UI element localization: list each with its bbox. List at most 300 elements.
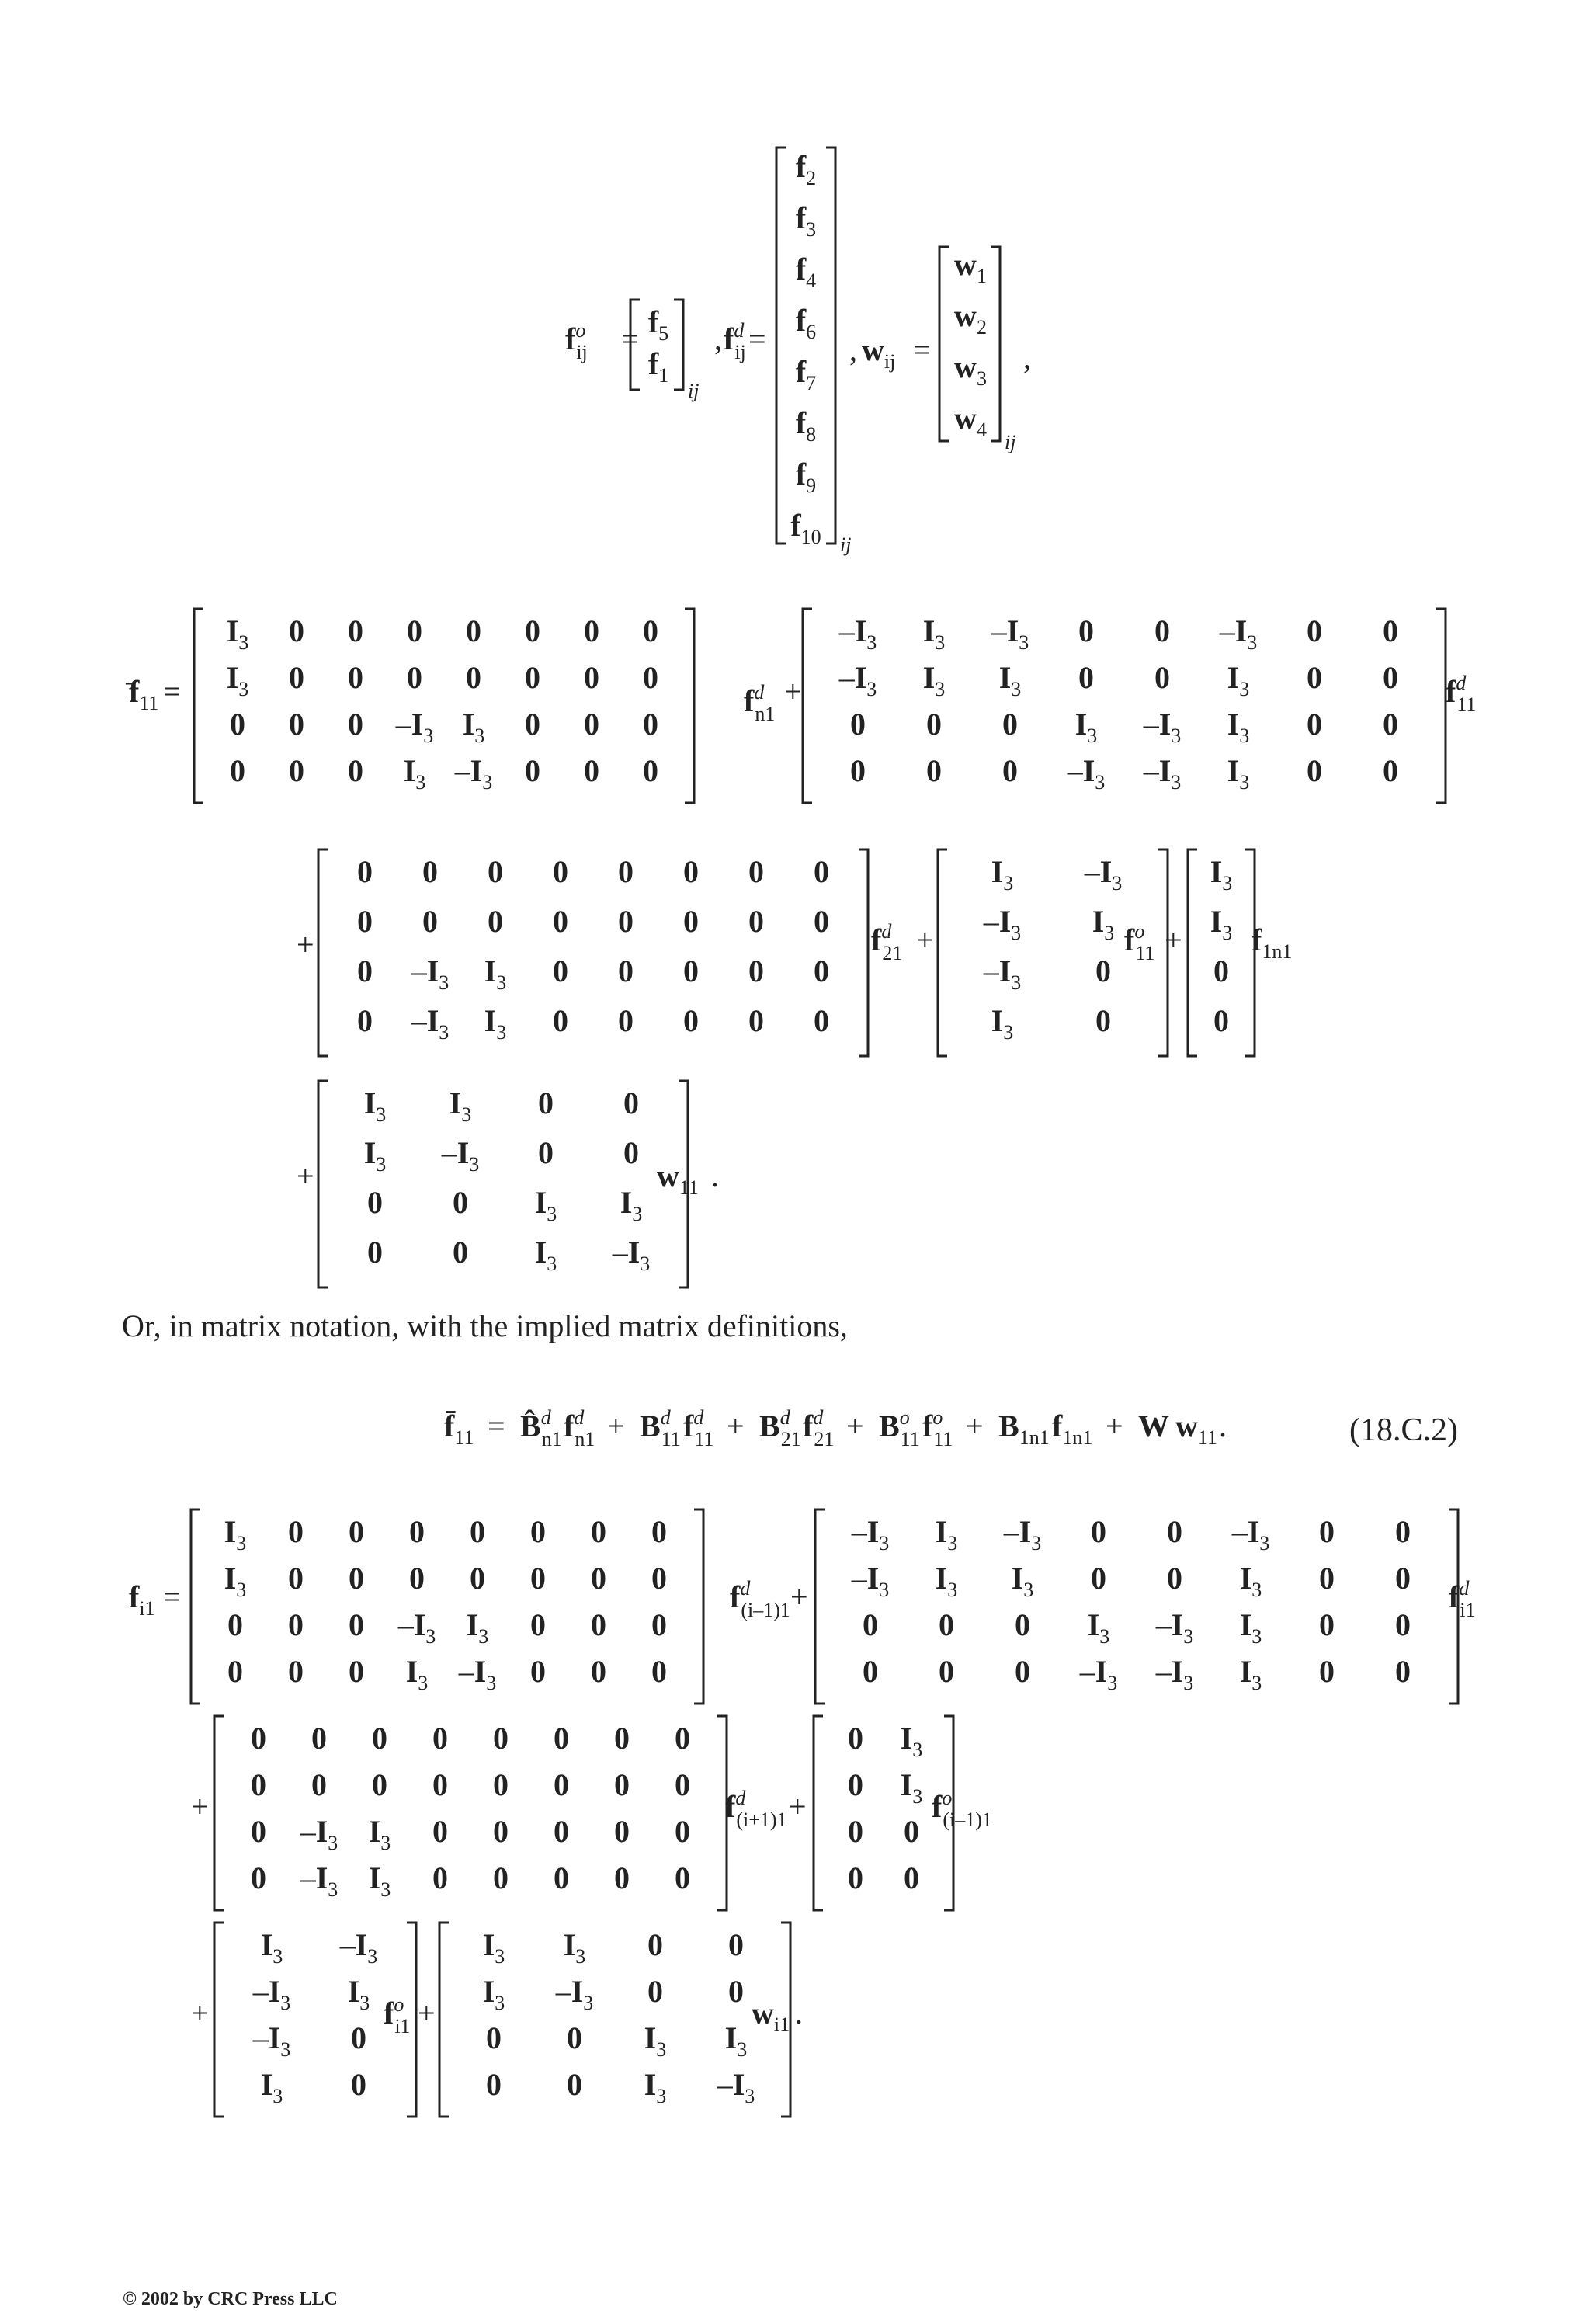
matrix-zero: 0 (530, 1514, 546, 1549)
matrix-zero: 0 (432, 1721, 448, 1756)
matrix-zero: 0 (538, 1086, 554, 1120)
matrix-zero: 0 (939, 1607, 954, 1642)
matrix-entry: $-I_3$ (1155, 1607, 1194, 1648)
subscript-ij: ij (688, 380, 700, 402)
matrix-zero: 0 (554, 1767, 569, 1802)
matrix-entry: $-I_3$ (398, 1607, 436, 1648)
f-o-11-symbol: $f^o$ 11 (1124, 920, 1155, 964)
f-1n1-symbol: $f_{1n1}$ (1252, 922, 1293, 963)
matrix-entry: $-I_3$ (1155, 1654, 1194, 1694)
matrix-bracket (815, 1509, 825, 1704)
compact-term: $B_{1n1}$ (998, 1409, 1050, 1449)
matrix-zero: 0 (488, 854, 503, 889)
copyright-footer: © 2002 by CRC Press LLC (123, 2289, 338, 2309)
matrix-zero: 0 (618, 954, 634, 988)
matrix-zero: 0 (1395, 1654, 1411, 1689)
matrix-zero: 0 (614, 1721, 630, 1756)
matrix-zero: 0 (351, 2067, 366, 2102)
matrix-entry: $I_3$ (260, 1927, 283, 1968)
matrix-bracket (776, 148, 786, 544)
matrix-zero: 0 (1383, 613, 1398, 648)
matrix-zero: 0 (251, 1767, 266, 1802)
matrix-zero: 0 (553, 904, 568, 939)
matrix-zero: 0 (618, 904, 634, 939)
matrix-zero: 0 (311, 1767, 327, 1802)
plus-sign: + (191, 1996, 209, 2030)
matrix-entry: $I_3$ (1239, 1561, 1262, 1601)
matrix-zero: 0 (466, 613, 481, 648)
matrix-entry: $-I_3$ (1219, 613, 1258, 654)
matrix-zero: 0 (1307, 753, 1322, 788)
matrix-zero: 0 (1078, 660, 1094, 695)
plus-sign: + (1165, 922, 1182, 957)
matrix-zero: 0 (1213, 954, 1229, 988)
matrix-entry: $f_2$ (795, 149, 817, 189)
compact-term: $B^d$ 11 (640, 1406, 681, 1450)
matrix-zero: 0 (618, 854, 634, 889)
matrix-entry: $I_3$ (991, 854, 1014, 895)
matrix-zero: 0 (230, 753, 245, 788)
matrix-entry: $-I_3$ (838, 660, 877, 700)
f-d-ij-symbol: $f^d$ ij (724, 319, 746, 363)
matrix-zero: 0 (647, 1927, 663, 1962)
comma: , (714, 321, 722, 356)
matrix-entry: $-I_3$ (851, 1561, 890, 1601)
matrix-entry: $I_3$ (922, 660, 946, 700)
matrix-zero: 0 (683, 954, 699, 988)
matrix-zero: 0 (1154, 613, 1170, 648)
matrix-bracket (826, 148, 835, 544)
matrix-entry: $I_3$ (368, 1860, 391, 1901)
matrix-zero: 0 (848, 1767, 863, 1802)
matrix-bracket (439, 1923, 449, 2117)
matrix-zero: 0 (591, 1561, 606, 1596)
matrix-entry: $-I_3$ (300, 1860, 338, 1901)
matrix-zero: 0 (349, 1514, 364, 1549)
equals-sign: = (163, 674, 181, 709)
matrix-entry: $I_3$ (644, 2067, 667, 2107)
matrix-zero: 0 (863, 1654, 878, 1689)
matrix-zero: 0 (748, 1003, 764, 1038)
matrix-zero: 0 (848, 1814, 863, 1849)
matrix-zero: 0 (422, 854, 438, 889)
matrix-entry: $f_8$ (795, 405, 817, 446)
plus-sign: + (191, 1789, 209, 1824)
matrix-entry: $f_3$ (795, 200, 817, 241)
matrix-entry: $I_3$ (226, 660, 249, 700)
matrix-entry: $I_3$ (935, 1561, 958, 1601)
matrix-zero: 0 (1015, 1654, 1030, 1689)
matrix-bracket (814, 1716, 823, 1910)
matrix-zero: 0 (493, 1721, 509, 1756)
equals-sign: = (163, 1579, 181, 1614)
matrix-zero: 0 (748, 954, 764, 988)
matrix-bracket (674, 300, 683, 390)
matrix-zero: 0 (623, 1135, 639, 1170)
matrix-zero: 0 (814, 954, 829, 988)
matrix-entry: $I_3$ (1074, 707, 1098, 747)
compact-term: $f^o$ 11 (922, 1406, 953, 1450)
plus-sign: + (297, 927, 314, 962)
operator: . (1219, 1409, 1227, 1443)
f-d-ip1-symbol: $f^d$ (i+1)1 (725, 1787, 787, 1831)
compact-term: W (1138, 1409, 1169, 1443)
matrix-entry: $-I_3$ (252, 2020, 291, 2061)
matrix-entry: $-I_3$ (411, 954, 450, 994)
matrix-entry: $I_3$ (363, 1135, 387, 1176)
w-11-symbol: $w_{11}$ (657, 1159, 699, 1199)
period: . (795, 1996, 803, 2030)
matrix-zero: 0 (1078, 613, 1094, 648)
f-o-i1-symbol: $f^o$ i1 (384, 1993, 411, 2037)
matrix-zero: 0 (1167, 1561, 1182, 1596)
matrix-bracket (694, 1509, 703, 1704)
w-i1-symbol: $w_{i1}$ (752, 1996, 790, 2036)
matrix-entry: $-I_3$ (411, 1003, 450, 1044)
matrix-zero: 0 (1167, 1514, 1182, 1549)
matrix-zero: 0 (584, 660, 599, 695)
matrix-zero: 0 (651, 1607, 667, 1642)
matrix-zero: 0 (904, 1814, 919, 1849)
matrix-entry: $I_3$ (405, 1654, 429, 1694)
matrix-entry: $-I_3$ (1143, 707, 1182, 747)
matrix-zero: 0 (643, 707, 658, 742)
plus-sign: + (297, 1159, 314, 1193)
operator: + (727, 1409, 745, 1443)
matrix-zero: 0 (1395, 1514, 1411, 1549)
matrix-zero: 0 (1395, 1607, 1411, 1642)
compact-term: $f^d$ 21 (803, 1406, 835, 1450)
matrix-entry: $f_4$ (795, 252, 817, 292)
matrix-zero: 0 (1383, 660, 1398, 695)
matrix-zero: 0 (530, 1654, 546, 1689)
comma: , (849, 332, 857, 367)
operator: + (607, 1409, 625, 1443)
matrix-entry: $f_7$ (795, 354, 817, 394)
matrix-entry: $I_3$ (484, 954, 507, 994)
matrix-zero: 0 (1319, 1561, 1335, 1596)
matrix-zero: 0 (311, 1721, 327, 1756)
matrix-entry: $I_3$ (724, 2020, 748, 2061)
f-d-21-symbol: $f^d$ 21 (871, 920, 903, 964)
matrix-bracket (939, 247, 949, 441)
equals-sign: = (913, 332, 931, 367)
f-bar-i1-symbol: $f_{i1}$ (129, 1579, 155, 1620)
matrix-zero: 0 (728, 1974, 744, 2009)
matrix-zero: 0 (643, 613, 658, 648)
matrix-entry: $I_3$ (991, 1003, 1014, 1044)
matrix-entry: $I_3$ (922, 613, 946, 654)
matrix-zero: 0 (1319, 1514, 1335, 1549)
f-d-n1-symbol: $f^d$ n1 (744, 681, 776, 725)
matrix-zero: 0 (1015, 1607, 1030, 1642)
matrix-zero: 0 (493, 1860, 509, 1895)
matrix-zero: 0 (618, 1003, 634, 1038)
matrix-entry: $I_3$ (482, 1974, 505, 2014)
matrix-zero: 0 (591, 1654, 606, 1689)
matrix-zero: 0 (288, 1561, 304, 1596)
matrix-zero: 0 (357, 954, 373, 988)
matrix-zero: 0 (288, 1607, 304, 1642)
matrix-entry: $-I_3$ (612, 1235, 651, 1275)
matrix-zero: 0 (432, 1814, 448, 1849)
period: . (711, 1159, 719, 1193)
matrix-zero: 0 (348, 753, 363, 788)
matrix-zero: 0 (1395, 1561, 1411, 1596)
matrix-zero: 0 (453, 1185, 468, 1220)
f-d-im1-symbol: $f^d$ (i–1)1 (730, 1577, 790, 1621)
matrix-zero: 0 (675, 1767, 690, 1802)
matrix-zero: 0 (409, 1561, 425, 1596)
matrix-zero: 0 (409, 1514, 425, 1549)
matrix-zero: 0 (432, 1860, 448, 1895)
matrix-zero: 0 (675, 1814, 690, 1849)
matrix-zero: 0 (553, 1003, 568, 1038)
matrix-zero: 0 (567, 2067, 582, 2102)
compact-term: $f^d$ n1 (564, 1406, 595, 1450)
matrix-zero: 0 (614, 1767, 630, 1802)
matrix-entry: $-I_3$ (441, 1135, 480, 1176)
matrix-entry: $-I_3$ (838, 613, 877, 654)
matrix-zero: 0 (850, 753, 866, 788)
matrix-entry: $-I_3$ (851, 1514, 890, 1555)
matrix-zero: 0 (372, 1767, 387, 1802)
matrix-zero: 0 (432, 1767, 448, 1802)
matrix-entry: $I_3$ (1227, 707, 1250, 747)
matrix-zero: 0 (530, 1561, 546, 1596)
matrix-entry: $f_5$ (647, 304, 669, 345)
matrix-bracket (214, 1716, 224, 1910)
matrix-zero: 0 (675, 1721, 690, 1756)
matrix-bracket (938, 849, 947, 1056)
matrix-entry: $I_3$ (224, 1561, 247, 1601)
matrix-zero: 0 (1307, 613, 1322, 648)
matrix-entry: $I_3$ (1087, 1607, 1110, 1648)
matrix-entry: $-I_3$ (1003, 1514, 1042, 1555)
matrix-zero: 0 (1213, 1003, 1229, 1038)
matrix-bracket (318, 1081, 328, 1287)
matrix-zero: 0 (289, 613, 304, 648)
matrix-zero: 0 (470, 1561, 485, 1596)
matrix-zero: 0 (675, 1860, 690, 1895)
matrix-zero: 0 (939, 1654, 954, 1689)
matrix-entry: $-I_3$ (339, 1927, 378, 1968)
matrix-entry: $I_3$ (998, 660, 1022, 700)
compact-term: $B^d$ 21 (759, 1406, 801, 1450)
matrix-entry: $I_3$ (363, 1086, 387, 1126)
subscript-ij: ij (1005, 431, 1016, 453)
matrix-entry: $I_3$ (226, 613, 249, 654)
plus-sign: + (916, 922, 934, 957)
matrix-zero: 0 (289, 707, 304, 742)
matrix-zero: 0 (1319, 1607, 1335, 1642)
matrix-zero: 0 (251, 1721, 266, 1756)
matrix-zero: 0 (623, 1086, 639, 1120)
plus-sign: + (789, 1789, 807, 1824)
matrix-entry: $I_3$ (1227, 660, 1250, 700)
matrix-zero: 0 (289, 753, 304, 788)
matrix-entry: $I_3$ (644, 2020, 667, 2061)
matrix-entry: $-I_3$ (300, 1814, 338, 1854)
matrix-zero: 0 (348, 660, 363, 695)
matrix-zero: 0 (525, 753, 540, 788)
matrix-zero: 0 (1091, 1514, 1106, 1549)
matrix-zero: 0 (1002, 707, 1018, 742)
compact-term: $w_{11}$ (1175, 1409, 1217, 1449)
matrix-zero: 0 (683, 854, 699, 889)
matrix-zero: 0 (567, 2020, 582, 2055)
matrix-bracket (803, 609, 812, 803)
matrix-zero: 0 (1383, 753, 1398, 788)
operator: + (1106, 1409, 1123, 1443)
matrix-zero: 0 (584, 753, 599, 788)
matrix-zero: 0 (591, 1514, 606, 1549)
matrix-zero: 0 (357, 1003, 373, 1038)
matrix-zero: 0 (1307, 660, 1322, 695)
matrix-zero: 0 (407, 660, 422, 695)
matrix-zero: 0 (525, 613, 540, 648)
matrix-entry: $I_3$ (347, 1974, 370, 2014)
matrix-entry: $f_{10}$ (790, 508, 821, 548)
matrix-zero: 0 (863, 1607, 878, 1642)
matrix-zero: 0 (926, 753, 942, 788)
matrix-zero: 0 (349, 1561, 364, 1596)
matrix-zero: 0 (288, 1654, 304, 1689)
matrix-zero: 0 (848, 1860, 863, 1895)
matrix-zero: 0 (422, 904, 438, 939)
matrix-zero: 0 (814, 1003, 829, 1038)
matrix-entry: $I_3$ (935, 1514, 958, 1555)
matrix-entry: $w_3$ (954, 349, 987, 390)
matrix-zero: 0 (251, 1814, 266, 1849)
matrix-bracket (194, 609, 203, 803)
matrix-zero: 0 (493, 1814, 509, 1849)
matrix-zero: 0 (591, 1607, 606, 1642)
matrix-entry: $f_6$ (795, 303, 817, 343)
matrix-zero: 0 (647, 1974, 663, 2009)
matrix-zero: 0 (651, 1561, 667, 1596)
matrix-zero: 0 (349, 1654, 364, 1689)
matrix-entry: $-I_3$ (458, 1654, 497, 1694)
matrix-zero: 0 (1154, 660, 1170, 695)
compact-term: $f_{1n1}$ (1052, 1409, 1093, 1449)
matrix-zero: 0 (349, 1607, 364, 1642)
matrix-entry: $I_3$ (563, 1927, 586, 1968)
matrix-entry: $I_3$ (368, 1814, 391, 1854)
matrix-zero: 0 (814, 854, 829, 889)
matrix-zero: 0 (348, 707, 363, 742)
matrix-bracket (991, 247, 1000, 441)
matrix-entry: $I_3$ (534, 1235, 557, 1275)
matrix-zero: 0 (554, 1814, 569, 1849)
matrix-zero: 0 (584, 707, 599, 742)
matrix-zero: 0 (348, 613, 363, 648)
matrix-zero: 0 (553, 954, 568, 988)
matrix-entry: $I_3$ (466, 1607, 489, 1648)
matrix-zero: 0 (227, 1654, 243, 1689)
matrix-entry: $-I_3$ (983, 904, 1022, 944)
compact-term: B̂$^d$ n1 (520, 1406, 562, 1450)
matrix-bracket (859, 849, 868, 1056)
matrix-zero: 0 (367, 1185, 383, 1220)
matrix-entry: $w_1$ (954, 247, 987, 287)
matrix-bracket (1436, 609, 1446, 803)
matrix-entry: $I_3$ (260, 2067, 283, 2107)
matrix-zero: 0 (466, 660, 481, 695)
compact-term: $f̄_{11}$ (444, 1409, 474, 1449)
matrix-zero: 0 (227, 1607, 243, 1642)
matrix-zero: 0 (814, 904, 829, 939)
matrix-zero: 0 (357, 904, 373, 939)
matrix-zero: 0 (288, 1514, 304, 1549)
matrix-zero: 0 (251, 1860, 266, 1895)
matrix-zero: 0 (651, 1654, 667, 1689)
matrix-entry: $I_3$ (900, 1767, 923, 1808)
matrix-zero: 0 (848, 1721, 863, 1756)
matrix-entry: $I_3$ (534, 1185, 557, 1225)
matrix-entry: $I_3$ (1227, 753, 1250, 794)
matrix-entry: $I_3$ (1239, 1607, 1262, 1648)
f-d-i1-symbol: $f^d$ i1 (1449, 1577, 1476, 1621)
matrix-entry: $-I_3$ (1067, 753, 1106, 794)
f-d-11-symbol: $f^d$ 11 (1446, 672, 1477, 716)
matrix-zero: 0 (530, 1607, 546, 1642)
matrix-zero: 0 (470, 1514, 485, 1549)
matrix-zero: 0 (357, 854, 373, 889)
matrix-zero: 0 (904, 1860, 919, 1895)
matrix-entry: $-I_3$ (1231, 1514, 1270, 1555)
matrix-zero: 0 (351, 2020, 366, 2055)
matrix-entry: $I_3$ (462, 707, 485, 747)
matrix-entry: $-I_3$ (395, 707, 434, 747)
matrix-entry: $I_3$ (1210, 904, 1233, 944)
matrix-entry: $I_3$ (1210, 854, 1233, 895)
matrix-zero: 0 (1091, 1561, 1106, 1596)
matrix-entry: $-I_3$ (1084, 854, 1123, 895)
matrix-zero: 0 (367, 1235, 383, 1270)
matrix-zero: 0 (554, 1860, 569, 1895)
matrix-zero: 0 (584, 613, 599, 648)
comma: , (1023, 340, 1031, 375)
equals-sign: = (621, 321, 639, 356)
matrix-zero: 0 (525, 660, 540, 695)
operator: = (488, 1409, 505, 1443)
matrix-entry: $I_3$ (1239, 1654, 1262, 1694)
matrix-entry: $w_2$ (954, 298, 987, 339)
matrix-zero: 0 (643, 660, 658, 695)
matrix-entry: $I_3$ (403, 753, 426, 794)
matrix-zero: 0 (1383, 707, 1398, 742)
matrix-entry: $-I_3$ (1143, 753, 1182, 794)
operator: + (846, 1409, 864, 1443)
matrix-bracket (214, 1923, 224, 2117)
matrix-entry: $I_3$ (620, 1185, 643, 1225)
compact-term: $B^o$ 11 (879, 1406, 920, 1450)
matrix-zero: 0 (1002, 753, 1018, 788)
f-bar-11-symbol: $f_{11}$ (129, 674, 159, 714)
matrix-zero: 0 (486, 2067, 502, 2102)
subscript-ij: ij (840, 533, 852, 556)
matrix-zero: 0 (728, 1927, 744, 1962)
plus-sign: + (784, 674, 802, 709)
f-o-ij-symbol: $f^o$ ij (565, 319, 588, 363)
matrix-zero: 0 (486, 2020, 502, 2055)
f-o-im1-symbol: $f^o$ (i–1)1 (932, 1787, 992, 1831)
matrix-zero: 0 (538, 1135, 554, 1170)
matrix-zero: 0 (1095, 1003, 1111, 1038)
matrix-entry: $-I_3$ (1079, 1654, 1118, 1694)
matrix-entry: $I_3$ (482, 1927, 505, 1968)
